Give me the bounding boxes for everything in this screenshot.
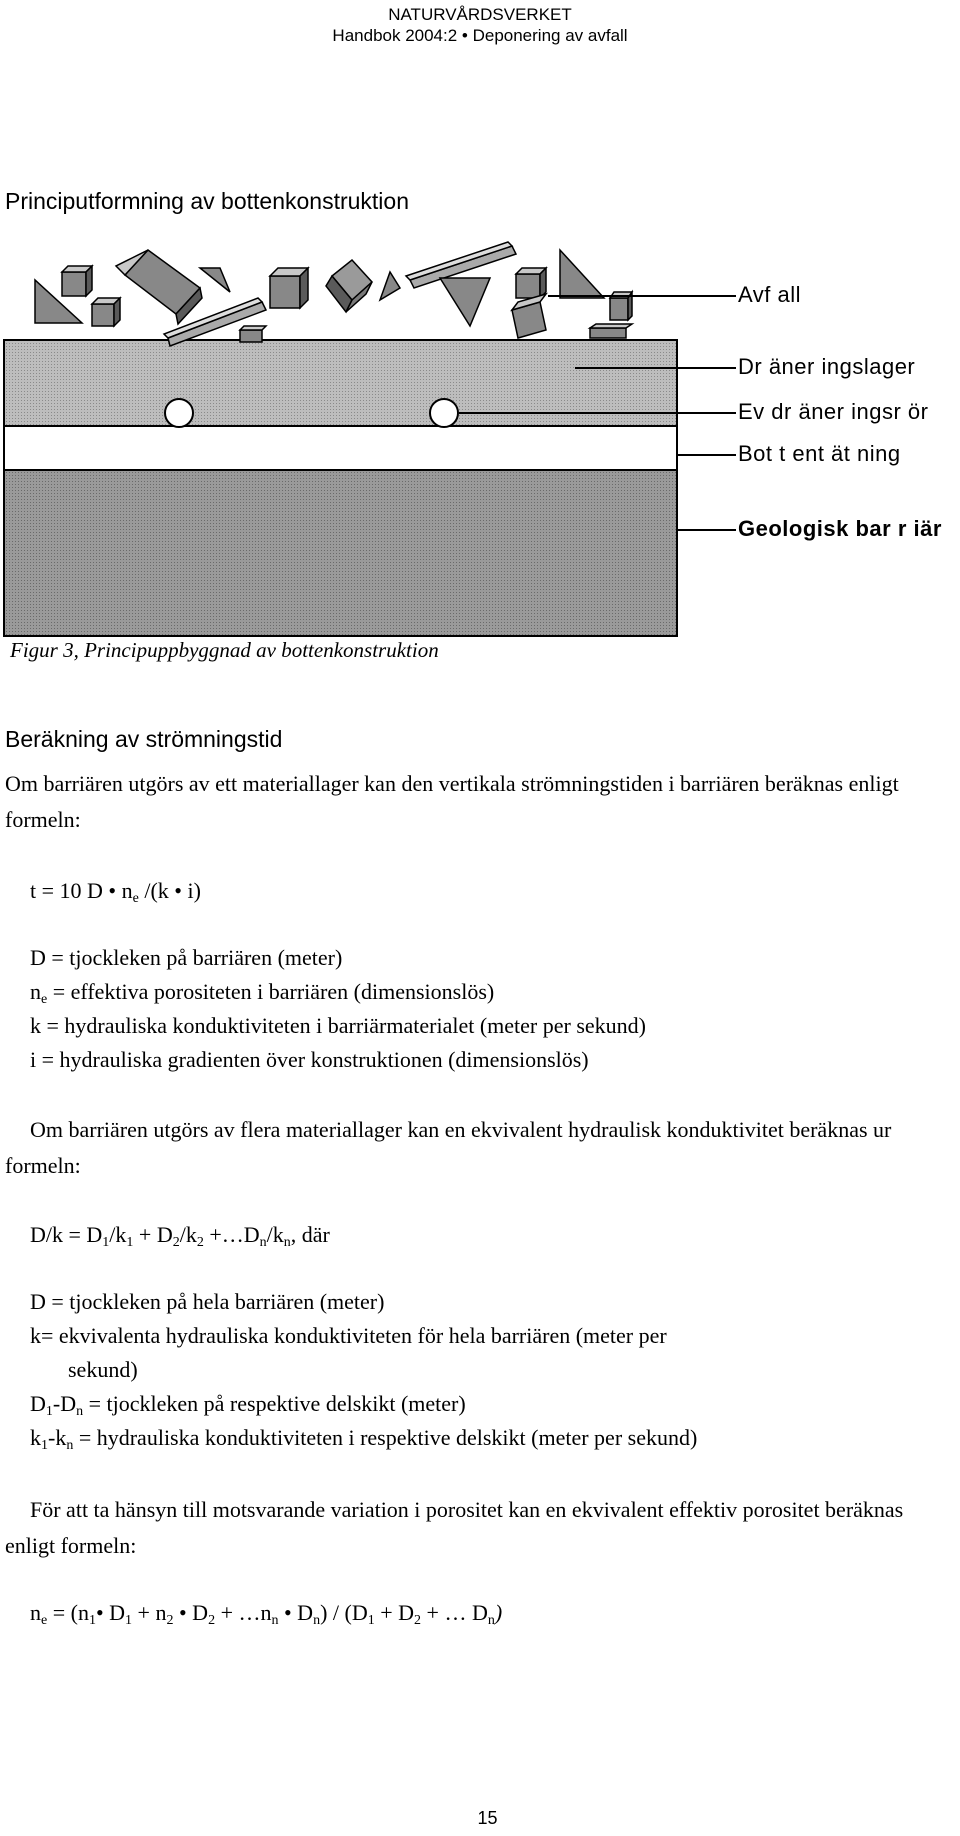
def2-D: D = tjockleken på hela barriären (meter)	[30, 1289, 385, 1314]
def-i: i = hydrauliska gradienten över konstruktionen (dimensionslös)	[30, 1047, 589, 1072]
calc-intro: Om barriären utgörs av ett materiallager kan den vertikala strömningstiden i barriären beräknas enligt formeln:	[5, 771, 899, 832]
page-number: 15	[477, 1808, 498, 1828]
drainage-pipe-1	[165, 399, 193, 427]
figure-drawing	[0, 220, 960, 640]
formula-equivalent-porosity: $n_e$ = ($n_1•$ $D_1 + n_2$ • $D_2$ + $\dots n_n$ • $D_n) / (D_1 + D_2$ + … $D_n$)	[30, 1600, 503, 1628]
def2-kn: $k_1-k_n$ = hydrauliska konduktiviteten i respektive delskikt (meter per sekund)	[30, 1425, 698, 1453]
section-title: Principutformning av bottenkonstruktion	[5, 188, 409, 214]
label-geologisk-barriar: Geologisk bar r iär	[738, 516, 942, 541]
page-header	[0, 4, 960, 46]
bottom-construction-figure	[0, 220, 960, 640]
bottom-sealing-layer	[4, 426, 677, 470]
figure-caption: Figur 3, Principuppbyggnad av bottenkonstruktion	[10, 638, 439, 662]
geological-barrier-layer	[4, 470, 677, 636]
header-org: NATURVÅRDSVERKET	[388, 5, 572, 24]
def-ne: $n_e$ = effektiva porositeten i barriären (dimensionslös)	[30, 979, 495, 1007]
label-avfall: Avf all	[738, 282, 802, 307]
def-k: k = hydrauliska konduktiviteten i barriärmaterialet (meter per sekund)	[30, 1013, 646, 1038]
multi-layer-intro: Om barriären utgörs av flera materiallager kan en ekvivalent hydraulisk konduktivitet beräknas ur formeln:	[5, 1117, 892, 1178]
label-dranror: Ev dr äner ingsr ör	[738, 399, 929, 424]
formula-equivalent-k: $D/k = D_1/k_1 + D_2/k_2$ $+\dots D_n/k_n$, där	[30, 1222, 330, 1250]
def2-k-line1: k= ekvivalenta hydrauliska konduktiviteten för hela barriären (meter per	[30, 1323, 667, 1348]
header-subtitle: Handbok 2004:2 • Deponering av avfall	[332, 26, 628, 45]
drainage-pipe-2	[430, 399, 458, 427]
def-D: D = tjockleken på barriären (meter)	[30, 945, 343, 970]
label-draneringslager: Dr äner ingslager	[738, 354, 916, 379]
def2-Dn: $D_1-D_n$ = tjockleken på respektive delskikt (meter)	[30, 1391, 466, 1419]
def2-k-line2: sekund)	[68, 1357, 138, 1382]
waste-objects	[35, 242, 632, 346]
porosity-intro: För att ta hänsyn till motsvarande variation i porositet kan en ekvivalent effektiv porositet beräknas enligt formeln:	[5, 1497, 904, 1558]
formula-flow-time: t = 10 D • $n_e$ /(k • i)	[30, 878, 201, 906]
calc-heading: Beräkning av strömningstid	[5, 726, 283, 752]
label-bottentatning: Bot t ent ät ning	[738, 441, 901, 466]
